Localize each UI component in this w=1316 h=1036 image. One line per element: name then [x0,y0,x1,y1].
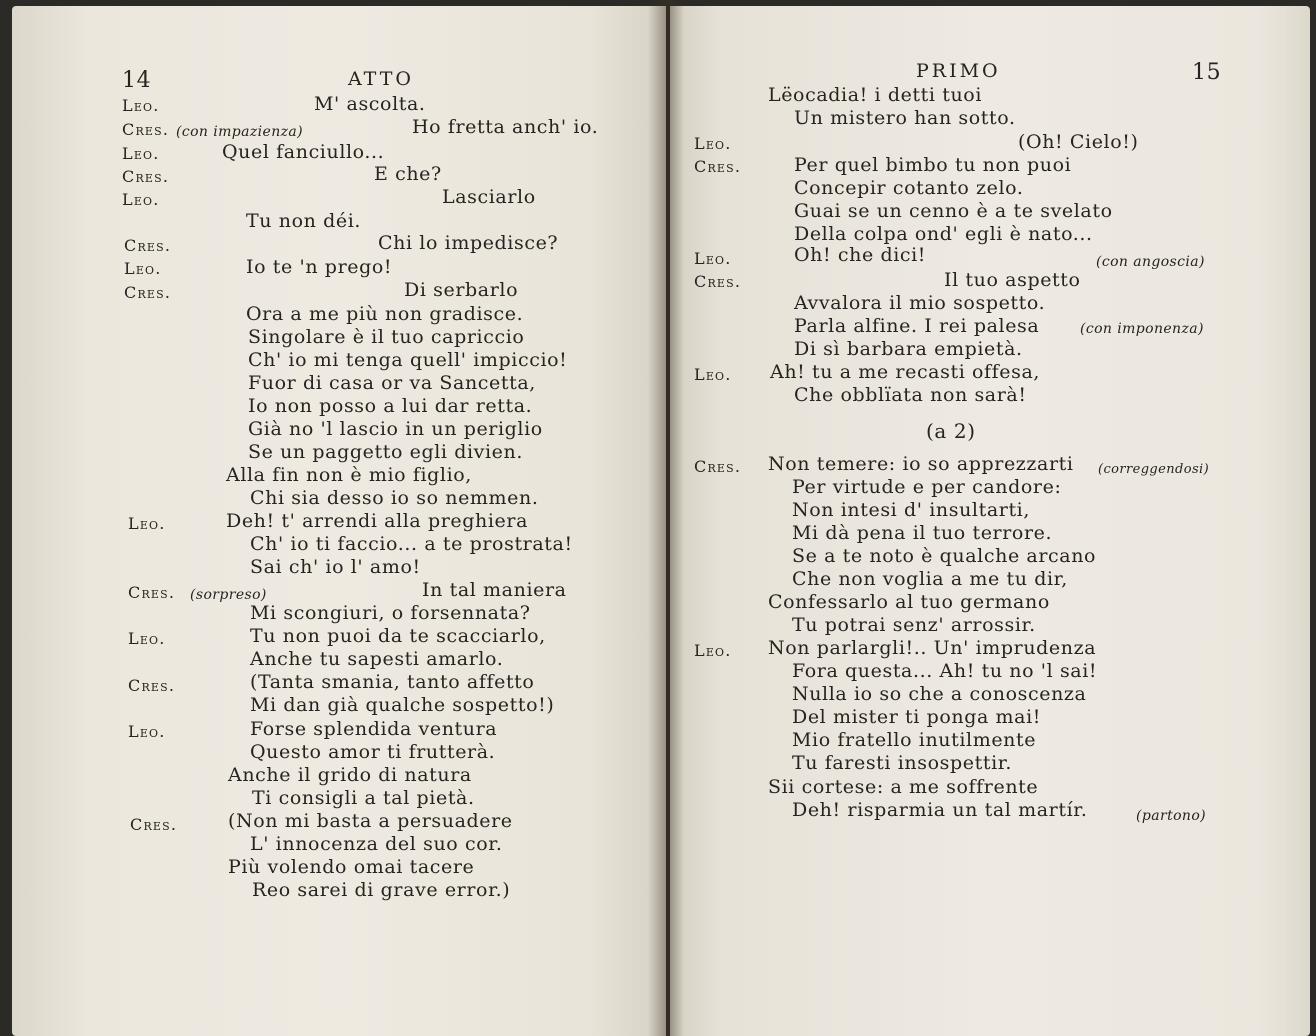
verse-line: Che non voglia a me tu dir, [792,568,1068,590]
speaker: Cres. [128,583,176,602]
speaker: Cres. [130,815,178,834]
verse-line: Se a te noto è qualche arcano [792,545,1097,567]
verse-line: Ch' io ti faccio... a te prostrata! [250,533,573,555]
verse-line: Ah! tu a me recasti offesa, [770,361,1041,383]
stage-direction: (con imponenza) [1080,321,1204,337]
verse-line: Mi scongiuri, o forsennata? [250,602,531,624]
speaker: Leo. [128,514,166,533]
verse-line: Per virtude e per candore: [792,476,1062,498]
verse-line: M' ascolta. [314,93,426,115]
verse-line: Più volendo omai tacere [228,856,475,878]
verse-line: Quel fanciullo... [222,141,385,163]
verse-line: Anche tu sapesti amarlo. [250,648,504,670]
verse-line: Sii cortese: a me soffrente [768,776,1039,798]
speaker: Leo. [124,259,162,278]
running-head-right: PRIMO [916,60,1001,82]
speaker: Leo. [128,629,166,648]
verse-line: L' innocenza del suo cor. [250,833,503,855]
speaker: Cres. [694,272,742,291]
verse-line: Anche il grido di natura [228,764,472,786]
stage-direction: (con impazienza) [176,124,303,140]
verse-line: Un mistero han sotto. [794,107,1016,129]
speaker: Leo. [122,96,160,115]
verse-line: Io te 'n prego! [246,256,393,278]
verse-line: Io non posso a lui dar retta. [248,395,533,417]
speaker: Cres. [124,283,172,302]
verse-line: Fuor di casa or va Sancetta, [248,372,536,394]
speaker: Leo. [694,641,732,660]
verse-line: Tu faresti insospettir. [792,752,1012,774]
stage-direction: (correggendosi) [1098,462,1210,477]
verse-line: Ho fretta anch' io. [412,116,599,138]
verse-line: Chi sia desso io so nemmen. [250,487,539,509]
book-gutter [648,0,684,1036]
verse-line: (Oh! Cielo!) [1018,131,1139,153]
verse-line: (Tanta smania, tanto affetto [250,671,535,693]
verse-line: Guai se un cenno è a te svelato [794,200,1113,222]
verse-line: Mi dà pena il tuo terrore. [792,522,1053,544]
verse-line: Tu potrai senz' arrossir. [792,614,1036,636]
speaker: Cres. [694,157,742,176]
stage-direction: (partono) [1136,808,1207,824]
verse-line: Che obblïata non sarà! [794,384,1027,406]
verse-line: (Non mi basta a persuadere [228,810,513,832]
verse-line: Non parlargli!.. Un' imprudenza [768,637,1097,659]
duet-marker: (a 2) [926,419,976,443]
speaker: Leo. [122,144,160,163]
page-number-left: 14 [122,68,152,93]
verse-line: Reo sarei di grave error.) [252,879,511,901]
verse-line: Fora questa... Ah! tu no 'l sai! [792,660,1098,682]
verse-line: Lasciarlo [442,186,536,208]
verse-line: Del mister ti ponga mai! [792,706,1042,728]
running-head-left: ATTO [348,68,414,90]
verse-line: Sai ch' io l' amo! [250,556,421,578]
verse-line: Lëocadia! i detti tuoi [768,84,983,106]
verse-line: Oh! che dici! [794,244,927,266]
verse-line: Tu non puoi da te scacciarlo, [250,625,546,647]
speaker: Cres. [122,120,170,139]
speaker: Cres. [122,167,170,186]
verse-line: Ti consigli a tal pietà. [252,787,475,809]
verse-line: Il tuo aspetto [944,269,1081,291]
verse-line: Parla alfine. I rei palesa [794,315,1040,337]
verse-line: Deh! t' arrendi alla preghiera [226,510,529,532]
speaker: Cres. [694,457,742,476]
verse-line: Se un paggetto egli divien. [248,441,523,463]
verse-line: Concepir cotanto zelo. [794,177,1024,199]
stage-direction: (con angoscia) [1096,254,1205,270]
speaker: Leo. [122,190,160,209]
verse-line: Mi dan già qualche sospetto!) [250,694,555,716]
verse-line: Tu non déi. [246,210,362,232]
verse-line: Mio fratello inutilmente [792,729,1037,751]
verse-line: Confessarlo al tuo germano [768,591,1050,613]
verse-line: Non temere: io so apprezzarti [768,453,1074,475]
verse-line: Ora a me più non gradisce. [246,303,524,325]
verse-line: Alla fin non è mio figlio, [226,464,472,486]
verse-line: Per quel bimbo tu non puoi [794,154,1072,176]
speaker: Leo. [694,134,732,153]
verse-line: Nulla io so che a conoscenza [792,683,1087,705]
speaker: Cres. [128,676,176,695]
speaker: Leo. [128,722,166,741]
verse-line: Forse splendida ventura [250,718,498,740]
verse-line: E che? [374,163,442,185]
speaker: Leo. [694,365,732,384]
stage-direction: (sorpreso) [190,587,267,603]
speaker: Cres. [124,236,172,255]
verse-line: Non intesi d' insultarti, [792,499,1030,521]
verse-line: Di sì barbara empietà. [794,338,1023,360]
verse-line: Già no 'l lascio in un periglio [248,418,543,440]
page-number-right: 15 [1192,60,1222,85]
verse-line: Questo amor ti frutterà. [250,741,496,763]
verse-line: Deh! risparmia un tal martír. [792,799,1088,821]
verse-line: Chi lo impedisce? [378,232,559,254]
verse-line: Di serbarlo [404,279,519,301]
verse-line: In tal maniera [422,579,567,601]
verse-line: Avvalora il mio sospetto. [794,292,1046,314]
verse-line: Singolare è il tuo capriccio [248,326,525,348]
speaker: Leo. [694,249,732,268]
verse-line: Ch' io mi tenga quell' impiccio! [248,349,568,371]
verse-line: Della colpa ond' egli è nato... [794,223,1093,245]
